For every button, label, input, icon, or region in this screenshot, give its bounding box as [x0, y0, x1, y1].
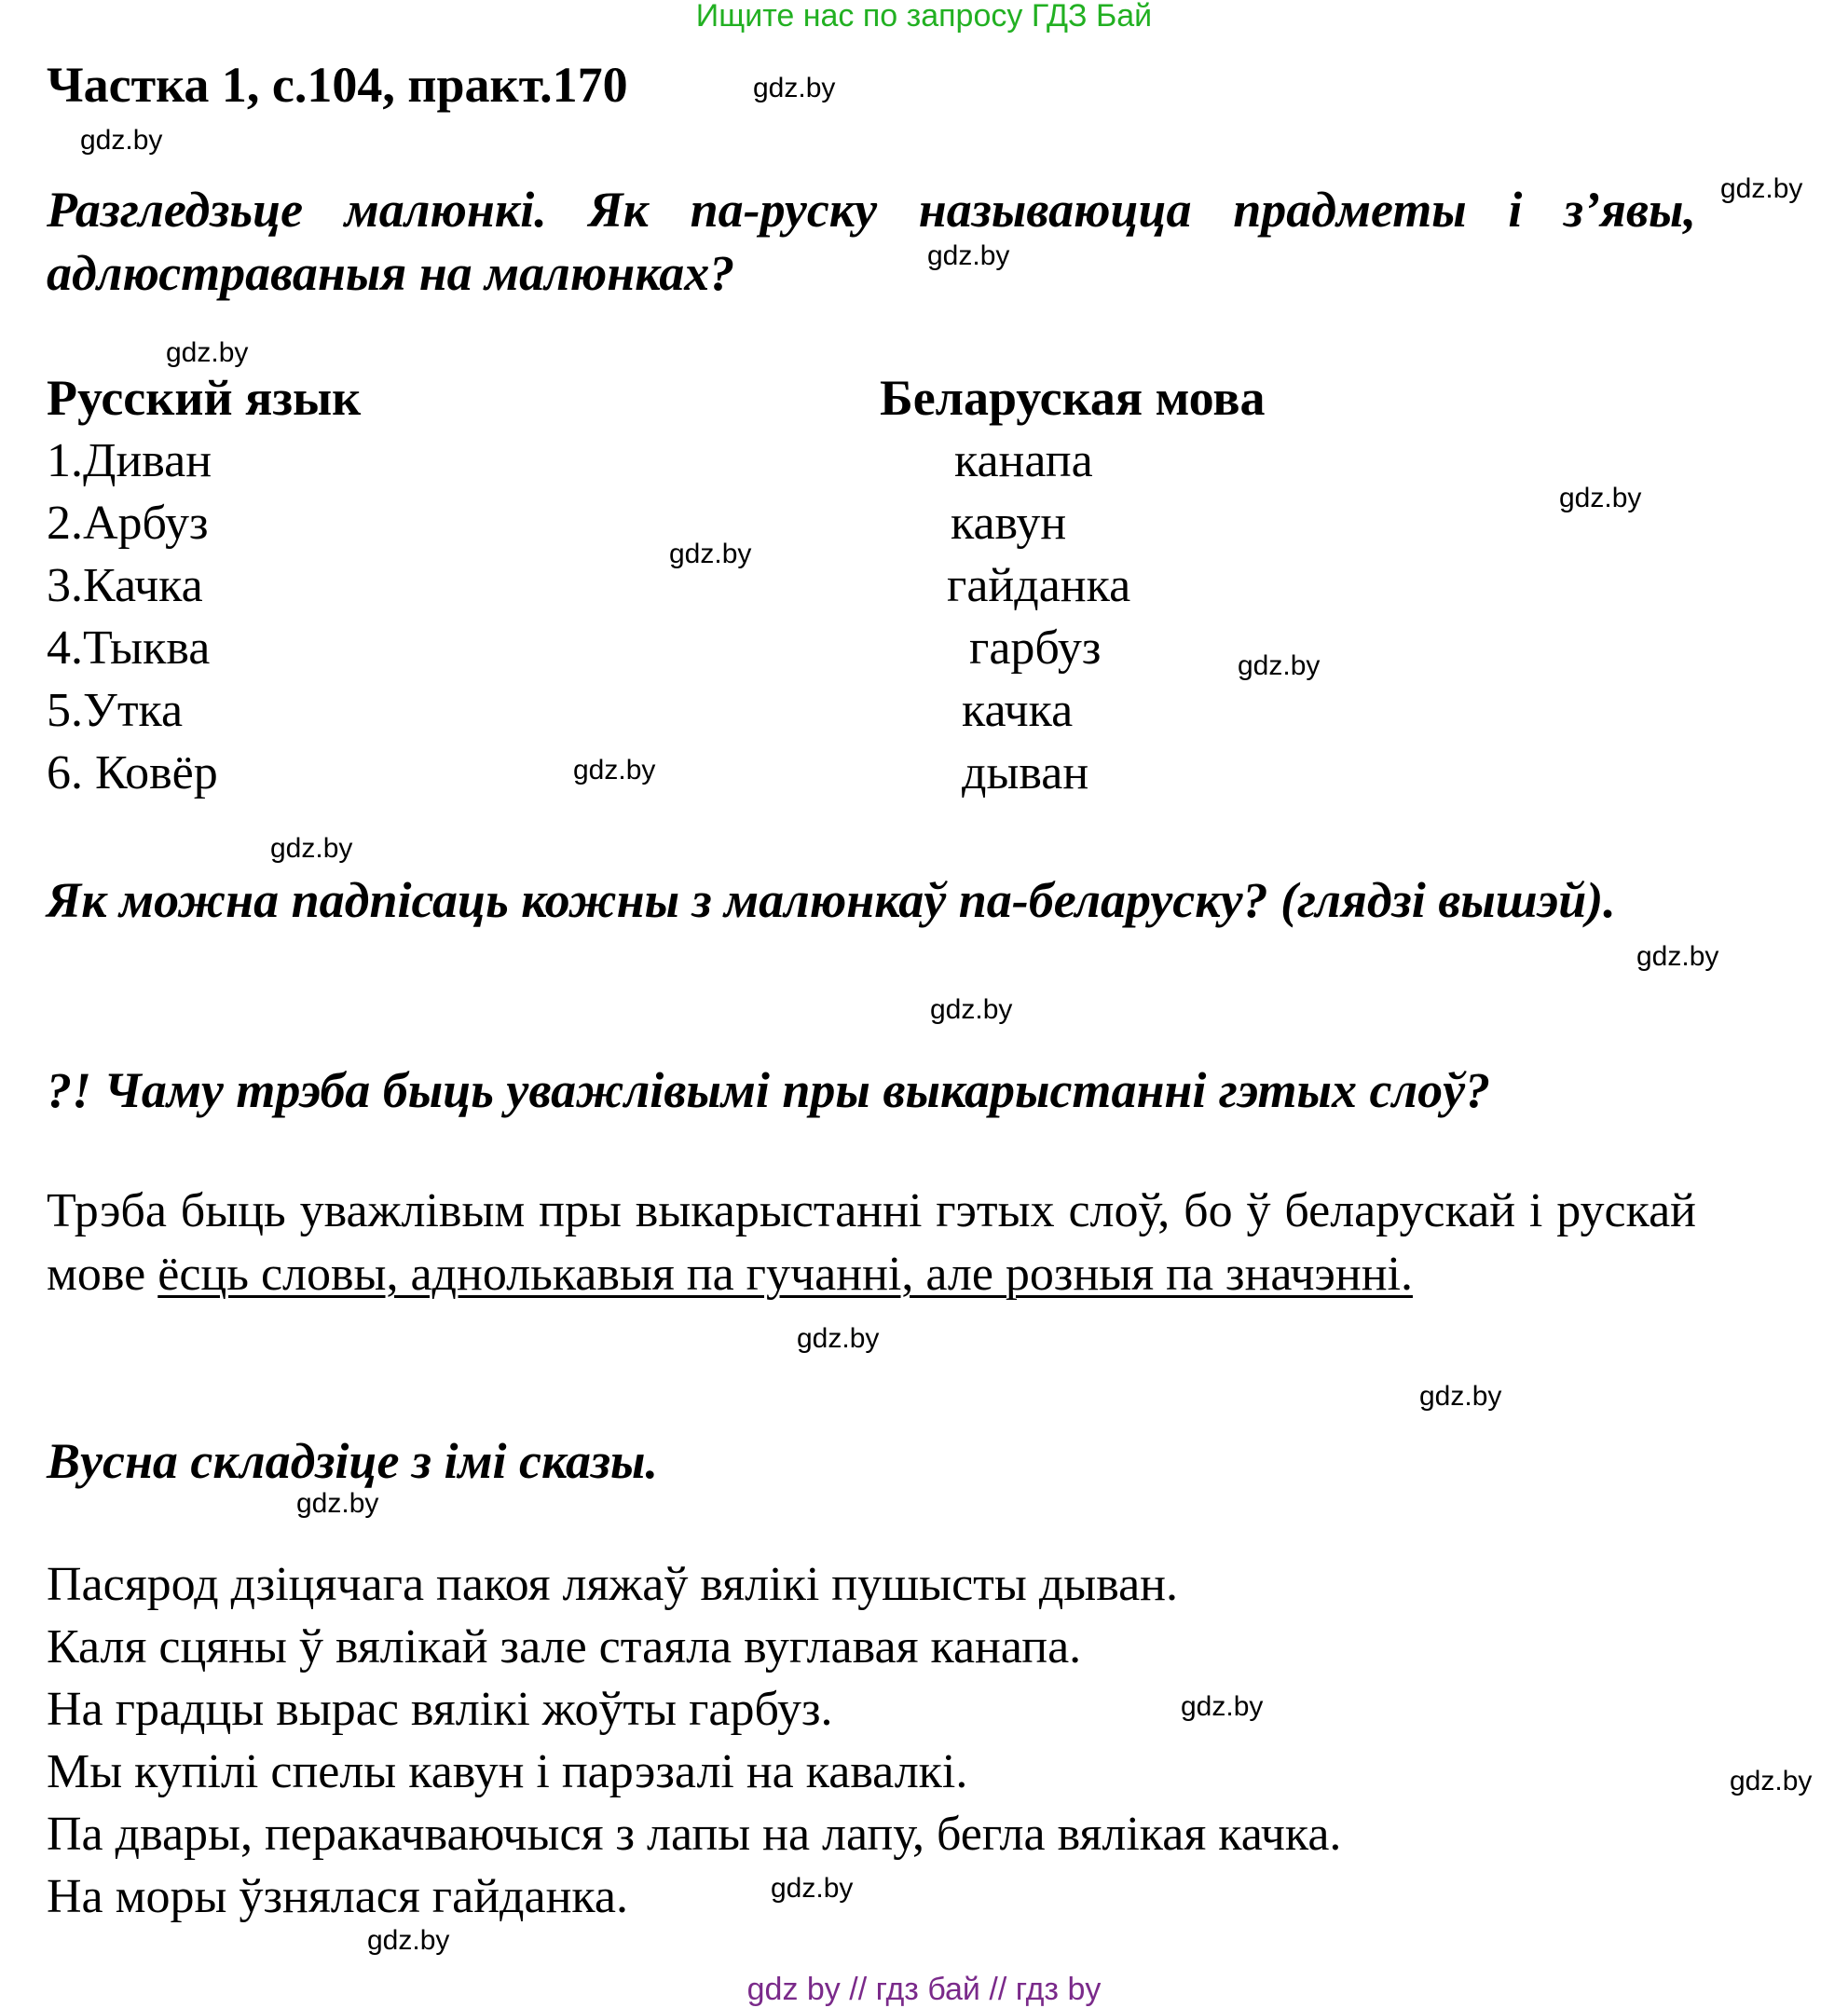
- watermark: gdz.by: [166, 337, 249, 368]
- watermark: gdz.by: [573, 755, 656, 785]
- task-instruction-1: Разгледзьце малюнкі. Як па-руску называюцца прадметы і з’явы, адлюстраваныя на малюнках?: [47, 182, 1696, 301]
- column-header-russian: Русский язык: [47, 370, 362, 426]
- russian-word: 4.Тыква: [47, 622, 211, 675]
- example-sentence: Пасярод дзіцячага пакоя ляжаў вялікі пушысты дыван.: [47, 1558, 1179, 1611]
- belarusian-word: дыван: [962, 746, 1089, 799]
- column-header-belarusian: Беларуская мова: [880, 370, 1266, 426]
- watermark: gdz.by: [927, 240, 1010, 271]
- russian-word: 5.Утка: [47, 684, 184, 737]
- belarusian-word: канапа: [954, 434, 1093, 487]
- task-instruction-4: Вусна складзіце з імі сказы.: [47, 1433, 659, 1489]
- russian-word: 1.Диван: [47, 434, 212, 487]
- watermark: gdz.by: [367, 1925, 450, 1956]
- watermark: gdz.by: [1720, 173, 1803, 204]
- belarusian-word: гайданка: [947, 559, 1131, 612]
- belarusian-word: кавун: [951, 497, 1067, 550]
- russian-word: 6. Ковёр: [47, 746, 218, 799]
- watermark: gdz.by: [753, 73, 836, 103]
- belarusian-word: качка: [962, 684, 1074, 737]
- task-instruction-2: Як можна падпісаць кожны з малюнкаў па-беларуску? (глядзі вышэй).: [47, 872, 1616, 928]
- answer-paragraph: [47, 1180, 1696, 1306]
- watermark: gdz.by: [797, 1323, 880, 1354]
- belarusian-word: гарбуз: [969, 622, 1102, 675]
- watermark: gdz.by: [296, 1488, 379, 1519]
- watermark: gdz.by: [270, 833, 353, 864]
- example-sentence: На моры ўзнялася гайданка.: [47, 1870, 628, 1923]
- answer-text: Трэба быць уважлівым пры выкарыстанні гэтых слоў, бо ў беларускай і рускай мове: [47, 1184, 1696, 1301]
- task-instruction-3: ?! Чаму трэба быць уважлівымі пры выкарыстанні гэтых слоў?: [47, 1062, 1491, 1118]
- watermark: gdz.by: [1559, 483, 1642, 513]
- watermark: gdz.by: [771, 1873, 854, 1904]
- example-sentence: Каля сцяны ў вялікай зале стаяла вуглавая канапа.: [47, 1620, 1082, 1673]
- footer-links[interactable]: gdz by // гдз бай // гдз by: [746, 1972, 1102, 2007]
- example-sentence: Па двары, перакачваючыся з лапы на лапу, бегла вялікая качка.: [47, 1808, 1342, 1861]
- watermark: gdz.by: [1419, 1381, 1502, 1412]
- watermark: gdz.by: [80, 125, 163, 156]
- header-search-link[interactable]: Ищите нас по запросу ГДЗ Бай: [695, 0, 1153, 34]
- russian-word: 3.Качка: [47, 559, 203, 612]
- answer-underlined-text: ёсць словы, аднолькавыя па гучанні, але розныя па значэнні.: [157, 1248, 1413, 1301]
- watermark: gdz.by: [1238, 650, 1321, 681]
- watermark: gdz.by: [1636, 941, 1719, 972]
- example-sentence: Мы купілі спелы кавун і парэзалі на кавалкі.: [47, 1745, 968, 1798]
- page-title: Частка 1, с.104, практ.170: [47, 57, 628, 113]
- russian-word: 2.Арбуз: [47, 497, 209, 550]
- watermark: gdz.by: [930, 994, 1013, 1025]
- watermark: gdz.by: [1181, 1691, 1264, 1722]
- example-sentence: На градцы вырас вялікі жоўты гарбуз.: [47, 1683, 833, 1736]
- watermark: gdz.by: [669, 539, 752, 569]
- watermark: gdz.by: [1730, 1766, 1813, 1796]
